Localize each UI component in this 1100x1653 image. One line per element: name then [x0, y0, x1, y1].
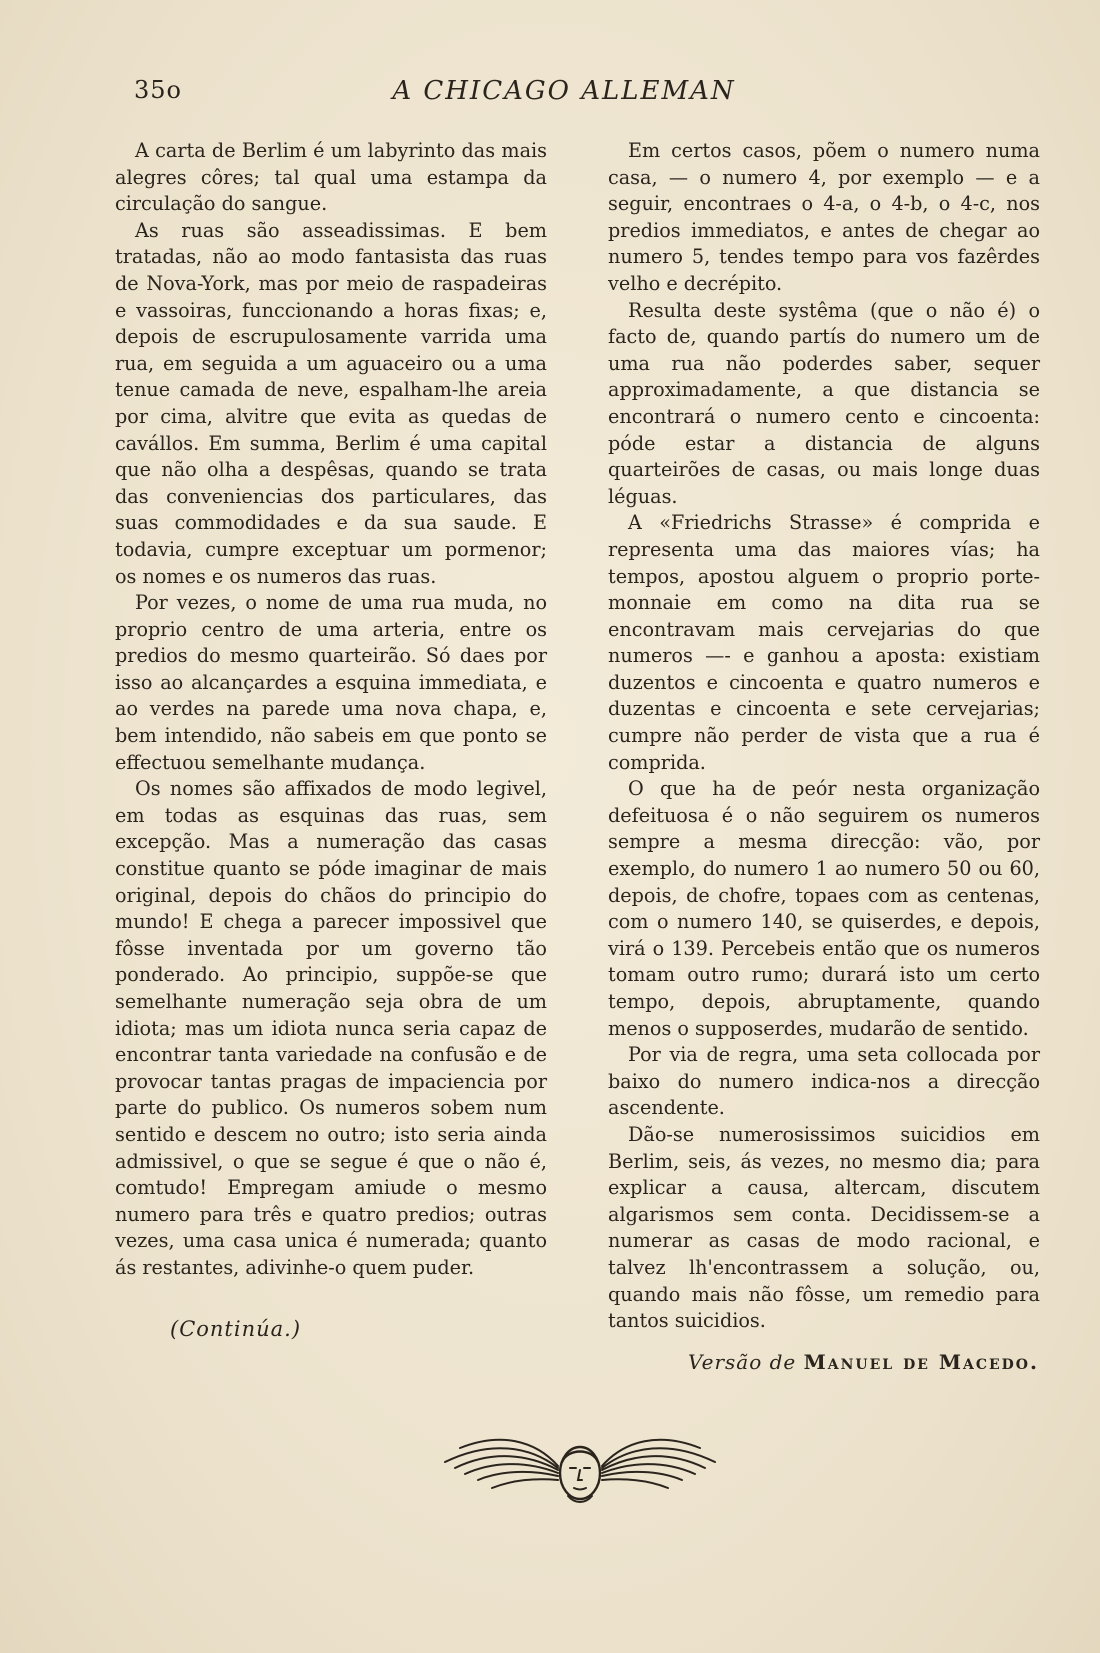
paragraph: O que ha de peór nesta organização defeituosa é o não seguirem os numeros sempre a mesma direcção: vão, por exemplo, do numero 1 ao numero 50 ou 60, depois, de chofre, topaes com as centenas, com o numero 140, se quiserdes, e depois, virá o 139. Percebeis então que os numeros tomam outro rumo; durará isto um certo tempo, depois, abruptamente, quando menos o supposerdes, mudarão de sentido. — [608, 777, 1040, 1040]
paragraph: Em certos casos, põem o numero numa casa, — o numero 4, por exemplo — e a seguir, encontraes o 4-a, o 4-b, o 4-c, nos predios immediatos, e antes de chegar ao numero 5, tendes tempo para vos fazêrdes velho e decrépito. — [608, 139, 1040, 295]
page-header — [134, 76, 994, 116]
paragraph: A carta de Berlim é um labyrinto das mais alegres côres; tal qual uma estampa da circulação do sangue. — [115, 139, 547, 216]
paragraph: As ruas são asseadissimas. E bem tratadas, não ao modo fantasista das ruas de Nova-York, mas por meio de raspadeiras e vassoiras, funccionando a horas fixas; e, depois de escrupulosamente varrida uma rua, em seguida a um aguaceiro ou a uma tenue camada de neve, espalham-lhe areia por cima, alvitre que evita as quedas de cavállos. Em summa, Berlim é uma capital que não olha a despêsas, quando se trata das conveniencias dos particulares, das suas commodidades e da sua saude. E todavia, cumpre exceptuar um pormenor; os nomes e os numeros das ruas. — [115, 218, 547, 588]
winged-head-ornament-icon — [430, 1418, 730, 1518]
page-number: 35o — [134, 76, 182, 104]
paragraph: Os nomes são affixados de modo legivel, em todas as esquinas das ruas, sem excepção. Mas a numeração das casas constitue quanto se póde imaginar de mais original, depois do chãos do principio do mundo! E chega a parecer impossivel que fôsse inventada por um governo tão ponderado. Ao principio, suppõe-se que semelhante numeração seja obra de um idiota; mas um idiota nunca seria capaz de encontrar tanta variedade na confusão e de provocar tantas pragas de impaciencia por parte do publico. Os numeros sobem num sentido e descem no outro; isto seria ainda admissivel, o que se segue é que o não é, comtudo! Empregam amiude o mesmo numero para três e quatro predios; outras vezes, uma casa unica é numerada; quanto ás restantes, adivinhe-o quem puder. — [115, 777, 547, 1279]
paragraph: A «Friedrichs Strasse» é comprida e representa uma das maiores vías; ha tempos, apostou alguem o proprio porte-monnaie em como na dita rua se encontravam mais cervejarias do que numeros —- e ganhou a aposta: existiam duzentos e cincoenta e quatro numeros e duzentas e cincoenta e sete cervejarias; cumpre não perder de vista que a rua é comprida. — [608, 511, 1040, 774]
paragraph: Dão-se numerosissimos suicidios em Berlim, seis, ás vezes, no mesmo dia; para explicar a causa, altercam, discutem algarismos sem conta. Decidissem-se a numerar as casas de modo racional, e talvez lh'encontrassem a solução, ou, quando mais não fôsse, um remedio para tantos suicidios. — [608, 1122, 1040, 1333]
signature-prefix: Versão de — [688, 1350, 797, 1374]
right-column — [608, 138, 1040, 1335]
left-column — [115, 138, 547, 1282]
paragraph: Resulta deste systêma (que o não é) o facto de, quando partís do numero um de uma rua não poderdes saber, sequer approximadamente, a que distancia se encontrará o numero cento e cincoenta: póde estar a distancia de alguns quarteirões de casas, ou mais longe duas léguas. — [608, 298, 1040, 508]
paragraph: Por vezes, o nome de uma rua muda, no proprio centro de uma arteria, entre os predios do mesmo quarteirão. Só daes por isso ao alcançardes a esquina immediata, e ao verdes na parede uma nova chapa, e, bem intendido, não sabeis em que ponto se effectuou semelhante mudança. — [115, 591, 547, 774]
translator-signature — [688, 1350, 1039, 1374]
signature-name: Manuel de Macedo. — [803, 1350, 1039, 1374]
running-title: A CHICAGO ALLEMAN — [392, 76, 736, 106]
continua-note: (Continúa.) — [170, 1317, 302, 1341]
paragraph: Por via de regra, uma seta collocada por baixo do numero indica-nos a direcção ascendente. — [608, 1043, 1040, 1120]
